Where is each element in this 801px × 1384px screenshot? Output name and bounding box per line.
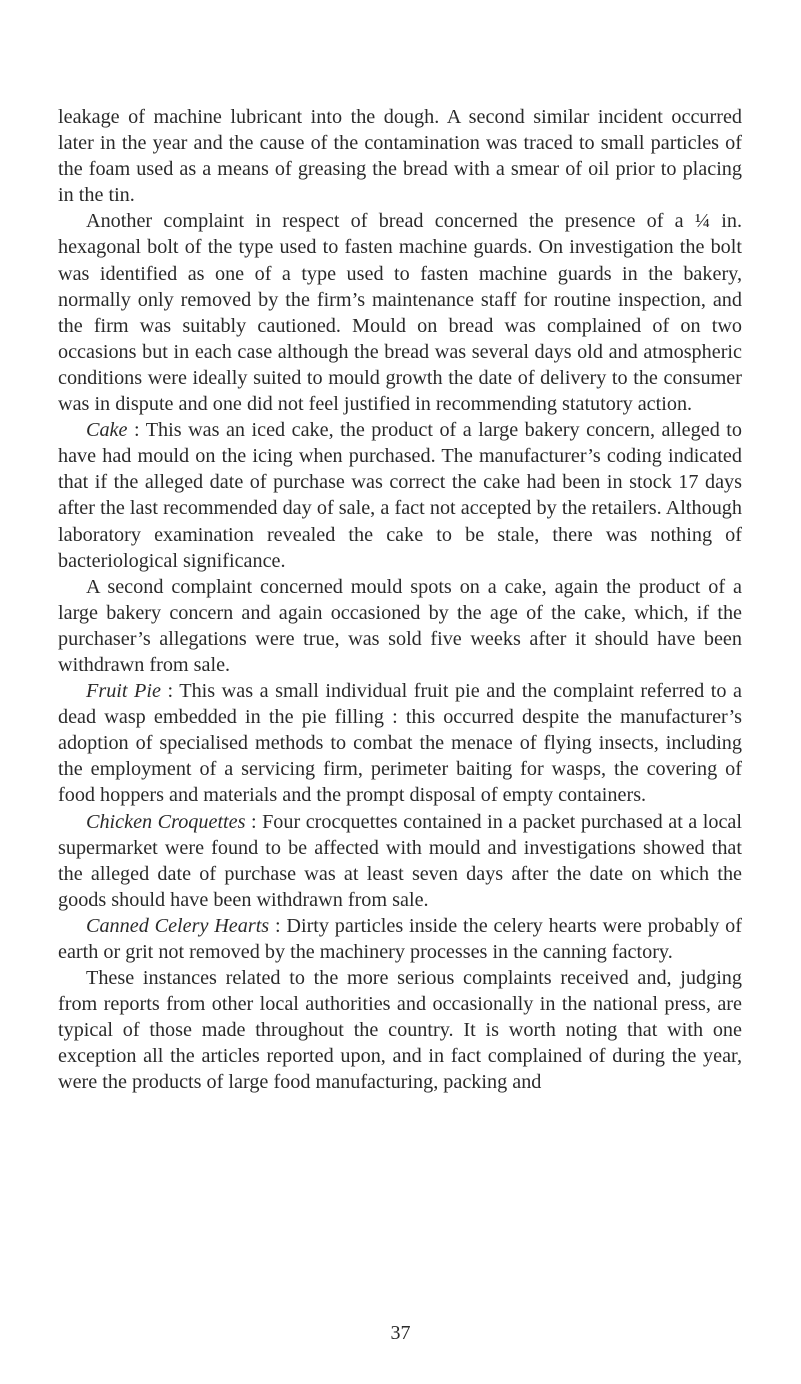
paragraph-text: : Dirty particles inside the celery hearts were probably of earth or grit not removed by the machinery processes in the canning factory. (58, 914, 742, 963)
paragraph-1 (58, 104, 742, 208)
paragraph-8 (58, 965, 742, 1095)
paragraph-text: Another complaint in respect of bread concerned the presence of a ¼ in. hexagonal bolt of the type used to fasten machine guards. On investigation the bolt was identified as one of a type used to fasten machine guards in the bakery, normally only removed by the firm’s maintenance staff for routine inspection, and the firm was suitably cautioned. Mould on bread was complained of on two occasions but in each case although the bread was several days old and atmospheric conditions were ideally suited to mould growth the date of delivery to the consumer was in dispute and one did not feel justified in recommending statutory action. (58, 210, 742, 416)
paragraph-text: A second complaint concerned mould spots on a cake, again the product of a large bakery concern and again occasioned by the age of the cake, which, if the purchaser’s allegations were true, was sold five weeks after it should have been withdrawn from sale. (58, 575, 742, 676)
paragraph-text: : This was an iced cake, the product of a large bakery concern, alleged to have had mould on the icing when purchased. The manufacturer’s coding indicated that if the alleged date of purchase was correct the cake had been in stock 17 days after the last recommended day of sale, a fact not accepted by the retailers. Although laboratory examination revealed the cake to be stale, there was nothing of bacteriological significance. (58, 419, 742, 572)
section-heading: Cake (86, 419, 128, 442)
paragraph-cake (58, 417, 742, 574)
paragraph-fruit-pie (58, 678, 742, 808)
page-body (58, 104, 742, 1096)
section-heading: Chicken Croquettes (86, 810, 246, 833)
paragraph-text: leakage of machine lubricant into the dough. A second similar incident occurred later in the year and the cause of the contamination was traced to small particles of the foam used as a means of greasing the bread with a smear of oil prior to placing in the tin. (58, 106, 742, 207)
paragraph-text: : This was a small individual fruit pie and the complaint referred to a dead wasp embedded in the pie filling : this occurred despite the manufacturer’s adoption of specialised methods to combat the menace of flying insects, including the employment of a servicing firm, perimeter baiting for wasps, the covering of food hoppers and materials and the prompt disposal of empty containers. (58, 680, 742, 807)
paragraph-canned-celery-hearts (58, 913, 742, 965)
section-heading: Canned Celery Hearts (86, 914, 270, 937)
page-number: 37 (390, 1322, 411, 1344)
paragraph-2 (58, 208, 742, 417)
paragraph-4 (58, 574, 742, 678)
paragraph-text: : Four crocquettes contained in a packet purchased at a local supermarket were found to be affected with mould and investigations showed that the alleged date of purchase was at least seven days after the date on which the goods should have been withdrawn from sale. (58, 810, 742, 911)
section-heading: Fruit Pie (86, 680, 161, 703)
paragraph-text: These instances related to the more serious complaints received and, judging from reports from other local authorities and occasionally in the national press, are typical of those made throughout the country. It is worth noting that with one exception all the articles reported upon, and in fact complained of during the year, were the products of large food manufacturing, packing and (58, 967, 742, 1094)
paragraph-chicken-croquettes (58, 809, 742, 913)
